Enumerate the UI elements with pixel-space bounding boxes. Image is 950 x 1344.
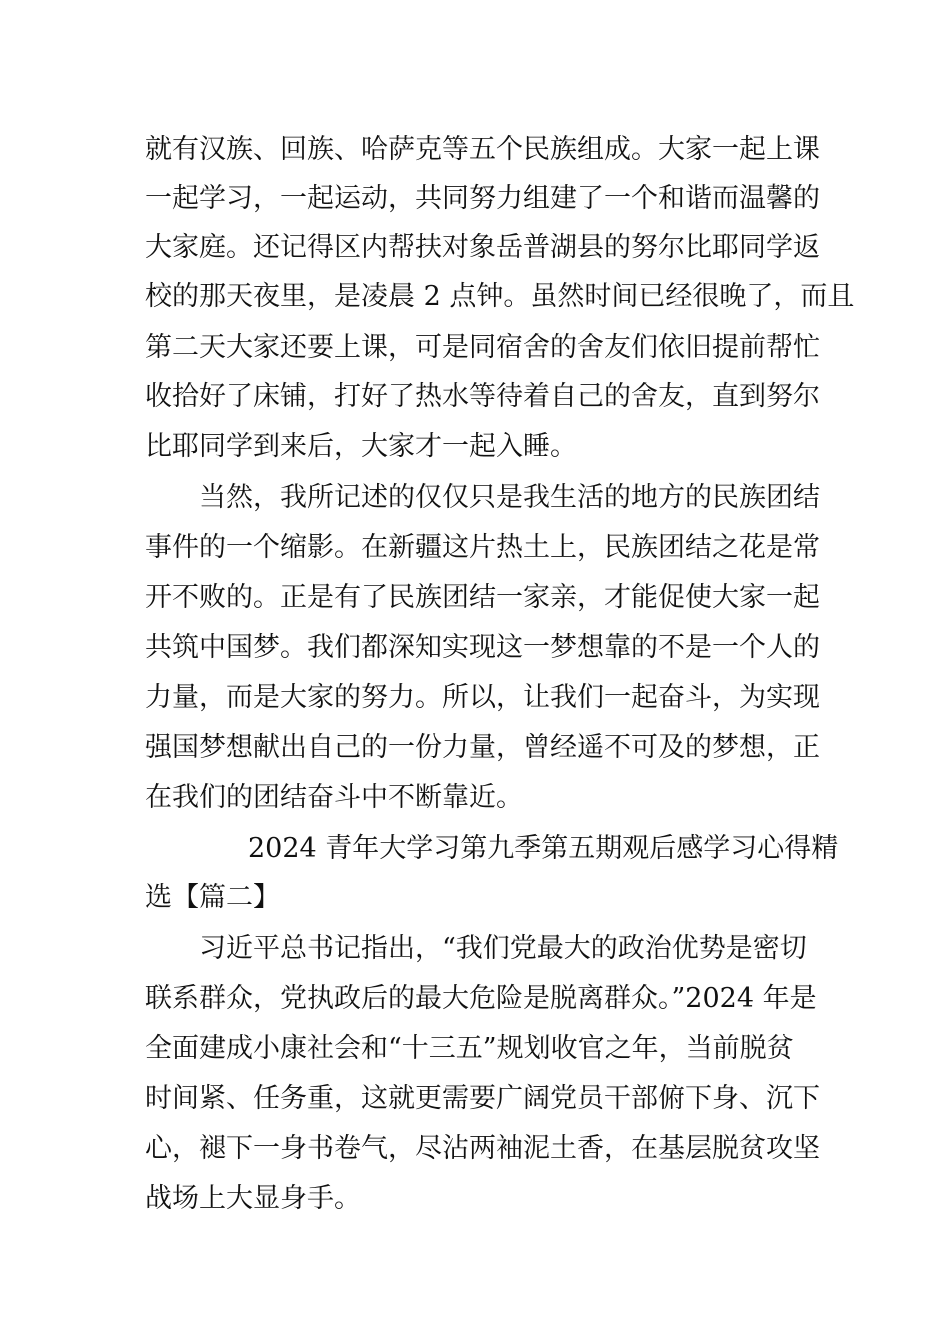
text-line: 就有汉族、回族、哈萨克等五个民族组成。大家一起上课: [145, 134, 820, 165]
text-line: 在我们的团结奋斗中不断靠近。: [145, 782, 523, 813]
text-line: 比耶同学到来后，大家才一起入睡。: [145, 431, 577, 462]
text-line: 心，褪下一身书卷气，尽沾两袖泥土香，在基层脱贫攻坚: [145, 1133, 820, 1164]
text-line: 事件的一个缩影。在新疆这片热土上，民族团结之花是常: [145, 532, 820, 563]
paragraph-first-line: 当然，我所记述的仅仅只是我生活的地方的民族团结: [199, 482, 820, 513]
section-title-continued: 选【篇二】: [145, 882, 280, 913]
text-line: 收拾好了床铺，打好了热水等待着自己的舍友，直到努尔: [145, 381, 820, 412]
text-line: 联系群众，党执政后的最大危险是脱离群众。”2024 年是: [145, 983, 817, 1014]
text-line: 校的那天夜里，是凌晨 2 点钟。虽然时间已经很晚了，而且: [145, 281, 855, 312]
text-line: 第二天大家还要上课，可是同宿舍的舍友们依旧提前帮忙: [145, 332, 820, 363]
text-line: 战场上大显身手。: [145, 1183, 361, 1214]
paragraph-first-line: 习近平总书记指出，“我们党最大的政治优势是密切: [199, 933, 807, 964]
text-line: 时间紧、任务重，这就更需要广阔党员干部俯下身、沉下: [145, 1083, 820, 1114]
text-line: 开不败的。正是有了民族团结一家亲，才能促使大家一起: [145, 582, 820, 613]
section-title: 2024 青年大学习第九季第五期观后感学习心得精: [248, 833, 839, 864]
text-line: 强国梦想献出自己的一份力量，曾经遥不可及的梦想，正: [145, 732, 820, 763]
text-line: 力量，而是大家的努力。所以，让我们一起奋斗，为实现: [145, 682, 820, 713]
text-line: 一起学习，一起运动，共同努力组建了一个和谐而温馨的: [145, 183, 820, 214]
text-line: 共筑中国梦。我们都深知实现这一梦想靠的不是一个人的: [145, 632, 820, 663]
text-line: 全面建成小康社会和“十三五”规划收官之年，当前脱贫: [145, 1033, 794, 1064]
text-line: 大家庭。还记得区内帮扶对象岳普湖县的努尔比耶同学返: [145, 232, 820, 263]
